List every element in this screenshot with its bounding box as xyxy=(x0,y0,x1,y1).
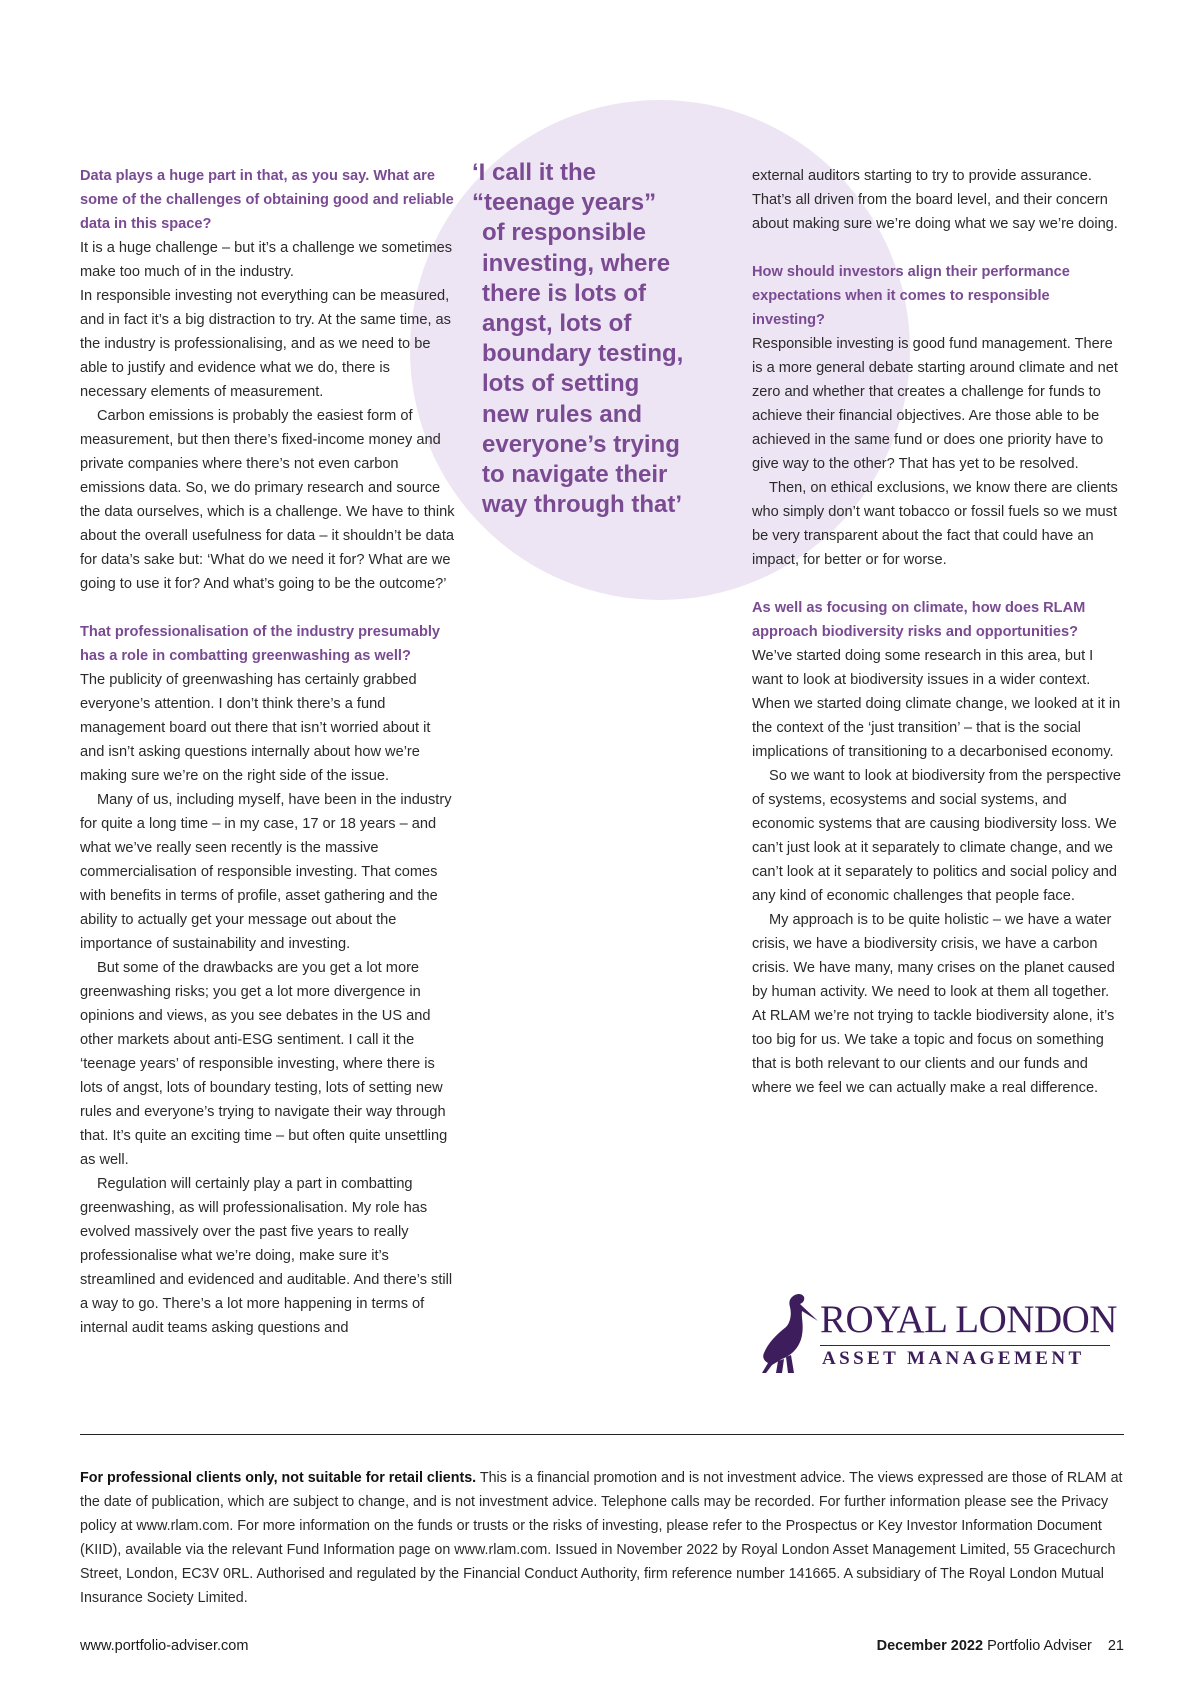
section-heading: That professionalisation of the industry presumably has a role in combatting greenwashing as well? xyxy=(80,624,441,664)
pull-quote-line: of responsible xyxy=(482,219,647,247)
pull-quote-line: angst, lots of xyxy=(482,310,632,338)
pull-quote-line: to navigate their xyxy=(482,461,668,489)
section-heading: As well as focusing on climate, how does RLAM approach biodiversity risks and opportunities? xyxy=(752,600,1086,640)
footer-website[interactable]: www.portfolio-adviser.com xyxy=(80,1638,249,1654)
pelican-icon xyxy=(758,1291,824,1375)
logo-name: ROYAL LONDON xyxy=(820,1298,1117,1341)
body-paragraph: My approach is to be quite holistic – we have a water crisis, we have a biodiversity crisis, we have a carbon crisis. We have many, many crises on the planet caused by human activity. We need to look at them all together. At RLAM we’re not trying to tackle biodiversity alone, it’s too big for us. We take a topic and focus on something that is both relevant to our clients and our funds and where we feel we can actually make a real difference. xyxy=(752,912,1115,1096)
pull-quote-line: way through that’ xyxy=(482,491,682,519)
pull-quote-line: everyone’s trying xyxy=(482,430,680,458)
logo-rule xyxy=(820,1345,1110,1346)
page-number: 21 xyxy=(1107,1638,1124,1654)
body-paragraph: So we want to look at biodiversity from the perspective of systems, ecosystems and social systems, and economic systems that are causing biodiversity loss. We can’t just look at it separately to climate change, and we can’t look at it separately to politics and social policy and any kind of economic challenges that people face. xyxy=(752,768,1122,904)
body-paragraph: Carbon emissions is probably the easiest form of measurement, but then there’s fixed-income money and private companies where there’s not even carbon emissions data. So, we do primary research and source the data ourselves, which is a challenge. We have to think about the overall usefulness for data – it shouldn’t be data for data’s sake but: ‘What do we need it for? What are we going to use it for? And what’s going to be the outcome?’ xyxy=(80,408,455,592)
pull-quote xyxy=(472,158,732,520)
paragraph-gap xyxy=(752,236,1124,260)
footer-date: December 2022 xyxy=(876,1638,984,1654)
body-paragraph: external auditors starting to try to provide assurance. That’s all driven from the board level, and their concern about making sure we’re doing what we say we’re doing. xyxy=(752,168,1118,232)
body-paragraph: It is a huge challenge – but it’s a challenge we sometimes make too much of in the industry. xyxy=(80,240,453,280)
body-paragraph: But some of the drawbacks are you get a lot more greenwashing risks; you get a lot more divergence in opinions and views, as you see debates in the US and other markets about anti-ESG sentiment. I call it the ‘teenage years’ of responsible investing, where there is lots of angst, lots of boundary testing, lots of setting new rules and everyone’s trying to navigate their way through that. It’s quite an exciting time – but often quite unsettling as well. xyxy=(80,960,448,1168)
article-column-left xyxy=(80,164,458,1340)
royal-london-logo xyxy=(758,1291,1117,1375)
paragraph-gap xyxy=(752,572,1124,596)
body-paragraph: Responsible investing is good fund management. There is a more general debate starting around climate and net zero and whether that creates a challenge for funds to achieve their financial objectives. Are those able to be achieved in the same fund or does one priority have to give way to the other? That has yet to be resolved. xyxy=(752,336,1118,472)
body-paragraph: Then, on ethical exclusions, we know there are clients who simply don’t want tobacco or fossil fuels so we must be very transparent about the fact that could have an impact, for better or for worse. xyxy=(752,480,1118,568)
pull-quote-line: lots of setting xyxy=(482,370,640,398)
disclaimer-bold: For professional clients only, not suitable for retail clients. xyxy=(80,1470,477,1486)
body-paragraph: The publicity of greenwashing has certainly grabbed everyone’s attention. I don’t think there’s a fund management board out there that isn’t worried about it and isn’t asking questions internally about how we’re making sure we’re on the right side of the issue. xyxy=(80,672,431,784)
disclaimer-text: This is a financial promotion and is not investment advice. The views expressed are those of RLAM at the date of publication, which are subject to change, and is not investment advice. Telephone calls may be recorded. For further information please see the Privacy policy at www.rlam.com. For more information on the funds or trusts or the risks of investing, please refer to the Prospectus or Key Investor Information Document (KIID), available via the relevant Fund Information page on www.rlam.com. Issued in November 2022 by Royal London Asset Management Limited, 55 Gracechurch Street, London, EC3V 0RL. Authorised and regulated by the Financial Conduct Authority, firm reference number 141665. A subsidiary of The Royal London Mutual Insurance Society Limited. xyxy=(80,1470,1123,1606)
disclaimer xyxy=(80,1466,1130,1610)
logo-subtitle: ASSET MANAGEMENT xyxy=(822,1348,1085,1369)
footer-publication: Portfolio Adviser xyxy=(987,1638,1092,1654)
footer-divider xyxy=(80,1434,1124,1435)
body-paragraph: Regulation will certainly play a part in combatting greenwashing, as will professionalisation. My role has evolved massively over the past five years to really professionalise what we’re doing, make sure it’s streamlined and evidenced and auditable. And there’s still a way to go. There’s a lot more happening in terms of internal audit teams asking questions and xyxy=(80,1176,453,1336)
footer-issue xyxy=(877,1638,1124,1654)
section-heading: Data plays a huge part in that, as you say. What are some of the challenges of obtaining good and reliable data in this space? xyxy=(80,168,454,232)
body-paragraph: We’ve started doing some research in this area, but I want to look at biodiversity issues in a wider context. When we started doing climate change, we looked at it in the context of the ‘just transition’ – that is the social implications of transitioning to a decarbonised economy. xyxy=(752,648,1121,760)
paragraph-gap xyxy=(80,596,458,620)
pull-quote-line: boundary testing, xyxy=(482,340,684,368)
body-paragraph: Many of us, including myself, have been in the industry for quite a long time – in my case, 17 or 18 years – and what we’ve really seen recently is the massive commercialisation of responsible investing. That comes with benefits in terms of profile, asset gathering and the ability to actually get your message out about the importance of sustainability and investing. xyxy=(80,792,452,952)
pull-quote-line: there is lots of xyxy=(482,279,647,307)
section-heading: How should investors align their performance expectations when it comes to responsible investing? xyxy=(752,264,1070,328)
pull-quote-line: ‘I call it the xyxy=(472,159,597,186)
pull-quote-line: investing, where xyxy=(482,249,671,277)
body-paragraph: In responsible investing not everything can be measured, and in fact it’s a big distraction to try. At the same time, as the industry is professionalising, and as we need to be able to justify and evidence what we do, there is necessary elements of measurement. xyxy=(80,288,451,400)
article-column-right xyxy=(752,164,1124,1100)
pull-quote-line: “teenage years” xyxy=(472,189,657,217)
pull-quote-line: new rules and xyxy=(482,400,643,428)
